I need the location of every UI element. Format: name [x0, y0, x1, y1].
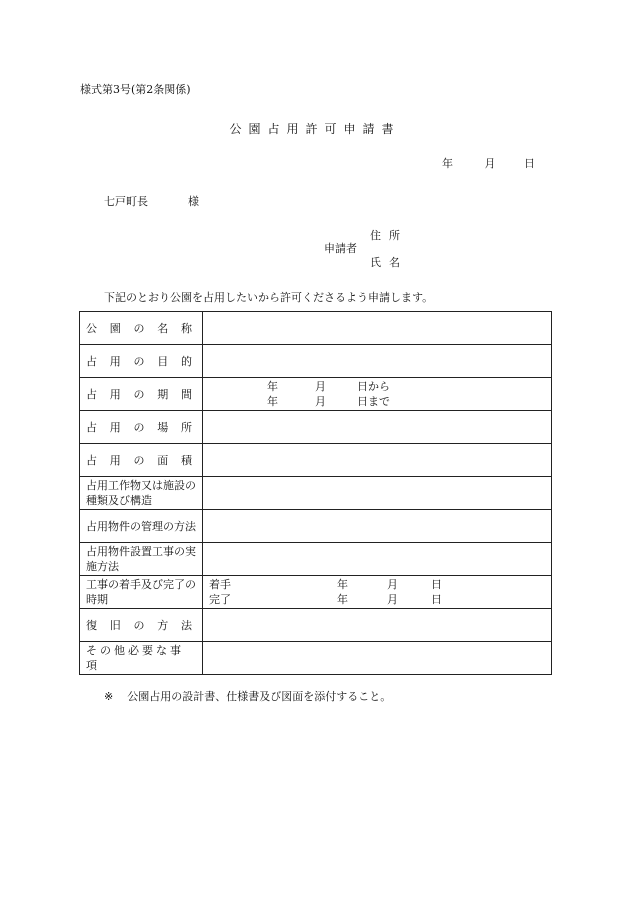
schedule-start-day: 日	[431, 578, 442, 591]
table-row	[80, 576, 552, 609]
date-month: 月	[484, 157, 496, 170]
addressee-name: 七戸町長	[104, 195, 148, 208]
label-char: 期	[157, 387, 169, 401]
label-char: 占	[86, 453, 97, 467]
label-char: 用	[109, 453, 121, 467]
label-char: 占	[86, 420, 97, 434]
park-name-label	[80, 312, 203, 345]
structure-type-field[interactable]	[203, 477, 552, 510]
label-char: 名	[157, 321, 169, 335]
date-day: 日	[524, 157, 535, 170]
construction-schedule-field[interactable]	[203, 576, 552, 609]
period-field[interactable]	[203, 378, 552, 411]
note-mark: ※	[104, 690, 114, 703]
label-char: の	[133, 618, 145, 632]
period-from-year: 年	[267, 380, 278, 393]
date-year: 年	[442, 157, 453, 170]
table-row	[80, 411, 552, 444]
addressee-honorific: 様	[188, 195, 199, 208]
period-label	[80, 378, 203, 411]
label-char: 復	[86, 618, 97, 632]
schedule-end-month: 月	[387, 593, 398, 606]
label-char: の	[133, 354, 145, 368]
label-char: 占	[86, 354, 97, 368]
label-char: 方	[157, 618, 169, 632]
period-to-month: 月	[315, 395, 326, 408]
restoration-method-label	[80, 609, 203, 642]
table-row	[80, 345, 552, 378]
addressee	[104, 193, 199, 209]
schedule-end-label: 完了	[209, 593, 231, 606]
location-field[interactable]	[203, 411, 552, 444]
label-char: 面	[157, 453, 169, 467]
schedule-start-year: 年	[337, 578, 348, 591]
period-from-month: 月	[315, 380, 326, 393]
purpose-label	[80, 345, 203, 378]
area-field[interactable]	[203, 444, 552, 477]
note-text: 公園占用の設計書、仕様書及び図面を添付すること。	[127, 690, 392, 703]
applicant-label: 申請者	[324, 242, 357, 255]
label-char: 用	[109, 420, 121, 434]
table-row	[80, 444, 552, 477]
form-number: 様式第3号(第2条関係)	[80, 83, 191, 96]
label-char: 法	[181, 618, 192, 632]
location-label	[80, 411, 203, 444]
label-char: 公	[86, 321, 97, 335]
construction-method-label: 占用物件設置工事の実施方法	[80, 543, 203, 576]
address-label: 住所	[370, 229, 408, 242]
construction-method-field[interactable]	[203, 543, 552, 576]
label-char: 積	[181, 453, 192, 467]
table-row	[80, 477, 552, 510]
label-char: 用	[109, 387, 121, 401]
table-row	[80, 609, 552, 642]
table-row	[80, 642, 552, 675]
label-char: 所	[181, 420, 192, 434]
date-line	[442, 155, 535, 171]
document-title: 公園占用許可申請書	[229, 122, 401, 136]
label-char: 的	[181, 354, 192, 368]
other-matters-field[interactable]	[203, 642, 552, 675]
purpose-field[interactable]	[203, 345, 552, 378]
structure-type-label: 占用工作物又は施設の種類及び構造	[80, 477, 203, 510]
management-method-field[interactable]	[203, 510, 552, 543]
period-from-day: 日から	[357, 380, 390, 393]
period-to-day: 日まで	[357, 395, 390, 408]
label-char: 用	[109, 354, 121, 368]
attachment-note	[104, 688, 391, 704]
label-char: 目	[157, 354, 169, 368]
label-char: 間	[181, 387, 192, 401]
area-label	[80, 444, 203, 477]
schedule-start-label: 着手	[209, 578, 231, 591]
application-table	[79, 311, 552, 675]
park-name-field[interactable]	[203, 312, 552, 345]
table-row	[80, 510, 552, 543]
label-char: 旧	[109, 618, 121, 632]
label-char: 場	[157, 420, 169, 434]
intro-text: 下記のとおり公園を占用したいから許可くださるよう申請します。	[104, 291, 434, 304]
table-row	[80, 312, 552, 345]
name-label: 氏名	[370, 256, 408, 269]
label-char: 園	[109, 321, 121, 335]
label-char: の	[133, 420, 145, 434]
label-char: 占	[86, 387, 97, 401]
table-row	[80, 378, 552, 411]
label-char: の	[133, 387, 145, 401]
other-matters-label: その他必要な事項	[80, 642, 203, 675]
schedule-start-month: 月	[387, 578, 398, 591]
restoration-method-field[interactable]	[203, 609, 552, 642]
schedule-end-year: 年	[337, 593, 348, 606]
table-row	[80, 543, 552, 576]
management-method-label: 占用物件の管理の方法	[80, 510, 203, 543]
label-char: の	[133, 453, 145, 467]
label-char: の	[133, 321, 145, 335]
period-to-year: 年	[267, 395, 278, 408]
label-char: 称	[181, 321, 192, 335]
schedule-end-day: 日	[431, 593, 442, 606]
construction-schedule-label: 工事の着手及び完了の時期	[80, 576, 203, 609]
